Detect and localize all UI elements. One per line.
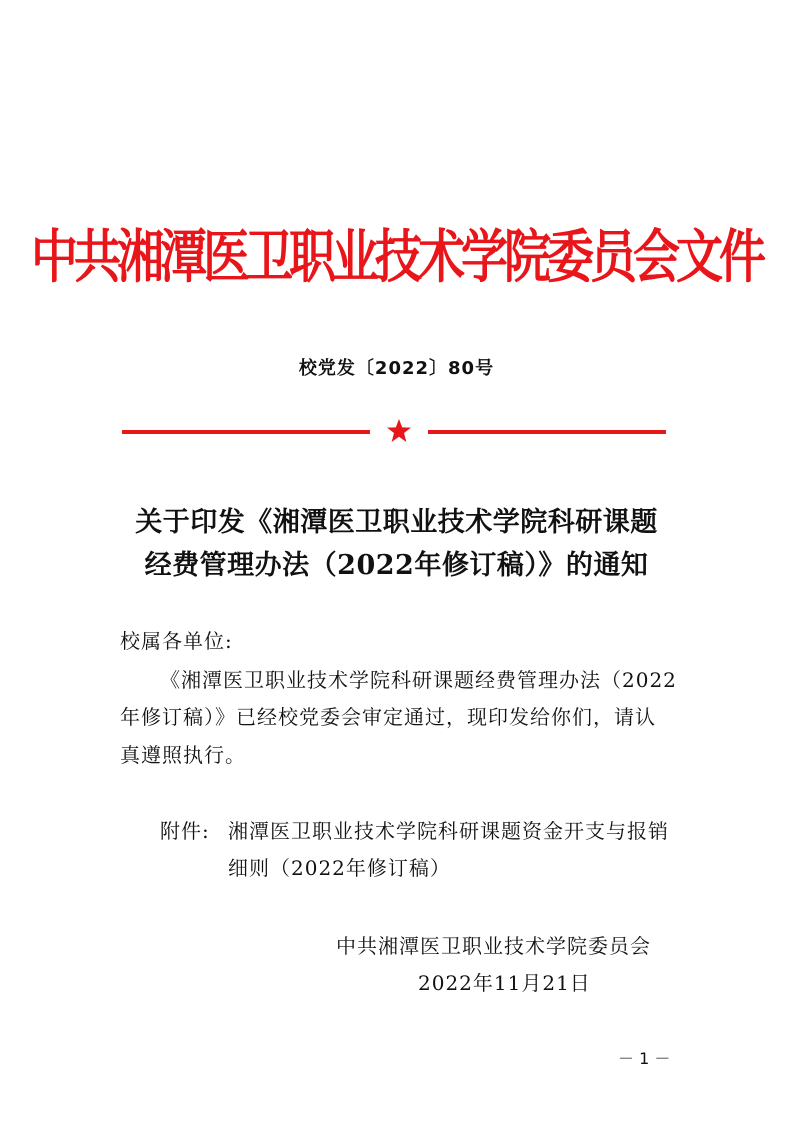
notice-title-line-2: 经费管理办法（2022年修订稿）》的通知 [144,550,649,581]
notice-title-line-1: 关于印发《湘潭医卫职业技术学院科研课题 [135,507,658,538]
body-paragraph-line-3: 真遵照执行。 [120,743,246,767]
salutation: 校属各单位: [120,629,233,653]
attachment-title-line-1: 湘潭医卫职业技术学院科研课题资金开支与报销 [228,819,669,843]
red-divider-right [428,430,666,434]
body-paragraph-line-1: 《湘潭医卫职业技术学院科研课题经费管理办法（2022 [160,668,677,692]
signature-organization: 中共湘潭医卫职业技术学院委员会 [336,934,651,958]
signature-date: 2022年11月21日 [418,971,591,995]
document-masthead: 中共湘潭医卫职业技术学院委员会文件 [31,224,762,292]
document-number: 校党发〔2022〕80号 [298,358,495,379]
attachment-title-line-2: 细则（2022年修订稿） [228,856,451,880]
red-divider-left [122,430,370,434]
body-paragraph-line-2: 年修订稿）》已经校党委会审定通过，现印发给你们，请认 [120,705,656,729]
page-number: － 1 － [618,1049,671,1068]
red-star-icon [386,418,412,444]
attachment-label: 附件: [160,819,210,843]
